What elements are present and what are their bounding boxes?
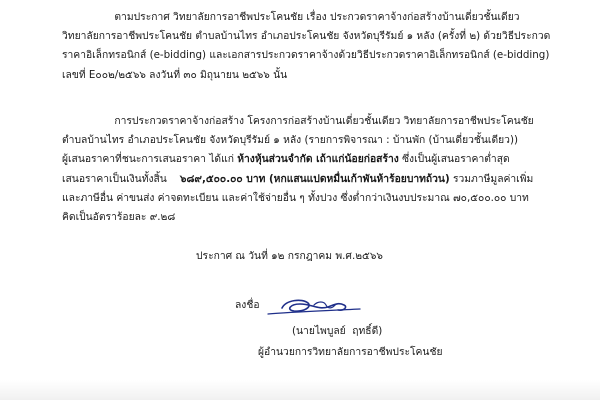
paragraph-line: วิทยาลัยการอาชีพประโคนชัย ตำบลบ้านไทร อำเภอประโคนชัย จังหวัดบุรีรัมย์ ๑ หลัง (ครั้งที่ ๒) ด้วยวิธีประกวด (62, 30, 551, 43)
paragraph-line: ราคาอิเล็กทรอนิกส์ (e-bidding) และเอกสารประกวดราคาจ้างด้วยวิธีประกวดราคาอิเล็กทรอนิกส์ (e-bidding) (62, 49, 550, 62)
paragraph-line: และภาษีอื่น ค่าขนส่ง ค่าจดทะเบียน และค่าใช้จ่ายอื่น ๆ ทั้งปวง ซึ่งต่ำกว่าเงินงบประมาณ ๗๐,๕๐๐.๐๐ บาท (62, 191, 529, 204)
paragraph-line: ตำบลบ้านไทร อำเภอประโคนชัย จังหวัดบุรีรัมย์ ๑ หลัง (รายการพิจารณา : บ้านพัก (บ้านเดี่ยวชั้นเดียว)) (62, 134, 518, 147)
paragraph-line: การประกวดราคาจ้างก่อสร้าง โครงการก่อสร้างบ้านเดี่ยวชั้นเดียว วิทยาลัยการอาชีพประโคนชัย (62, 115, 534, 127)
paragraph-line: คิดเป็นอัตราร้อยละ ๙.๒๘ (62, 211, 176, 224)
signed-label: ลงชื่อ (235, 299, 260, 311)
page-bottom-shadow (0, 380, 600, 400)
signer-position: ผู้อำนวยการวิทยาลัยการอาชีพประโคนชัย (258, 346, 443, 358)
vat-included-text: รวมภาษีมูลค่าเพิ่ม (449, 172, 534, 185)
paragraph-line (62, 150, 532, 169)
paragraph-announcement-reference (62, 8, 551, 85)
paragraph-winning-bid (62, 112, 532, 227)
paragraph-line: ตามประกาศ วิทยาลัยการอาชีพประโคนชัย เรื่อง ประกวดราคาจ้างก่อสร้างบ้านเดี่ยวชั้นเดียว (62, 11, 520, 23)
handwritten-signature (220, 292, 370, 322)
bid-amount: ๖๘๙,๕๐๐.๐๐ บาท (หกแสนแปดหมื่นเก้าพันห้าร้อยบาทถ้วน) (179, 172, 450, 185)
signer-name: (นายไพบูลย์ ฤทธิ์ดี) (292, 325, 383, 337)
paragraph-line: เลขที่ E๐๐๒/๒๕๖๖ ลงวันที่ ๓๐ มิถุนายน ๒๕๖๖ นั้น (62, 68, 288, 81)
paragraph-line (62, 170, 532, 189)
announcement-date: ประกาศ ณ วันที่ ๑๒ กรกฎาคม พ.ศ.๒๕๖๖ (196, 250, 383, 262)
winner-intro-text: ผู้เสนอราคาที่ชนะการเสนอราคา ได้แก่ (62, 153, 238, 166)
winning-company-name: ห้างหุ้นส่วนจำกัด เถ้าแก่น้อยก่อสร้าง (237, 153, 399, 166)
lowest-bid-text: ซึ่งเป็นผู้เสนอราคาต่ำสุด (398, 153, 510, 166)
bid-amount-intro: เสนอราคาเป็นเงินทั้งสิ้น (62, 172, 180, 185)
